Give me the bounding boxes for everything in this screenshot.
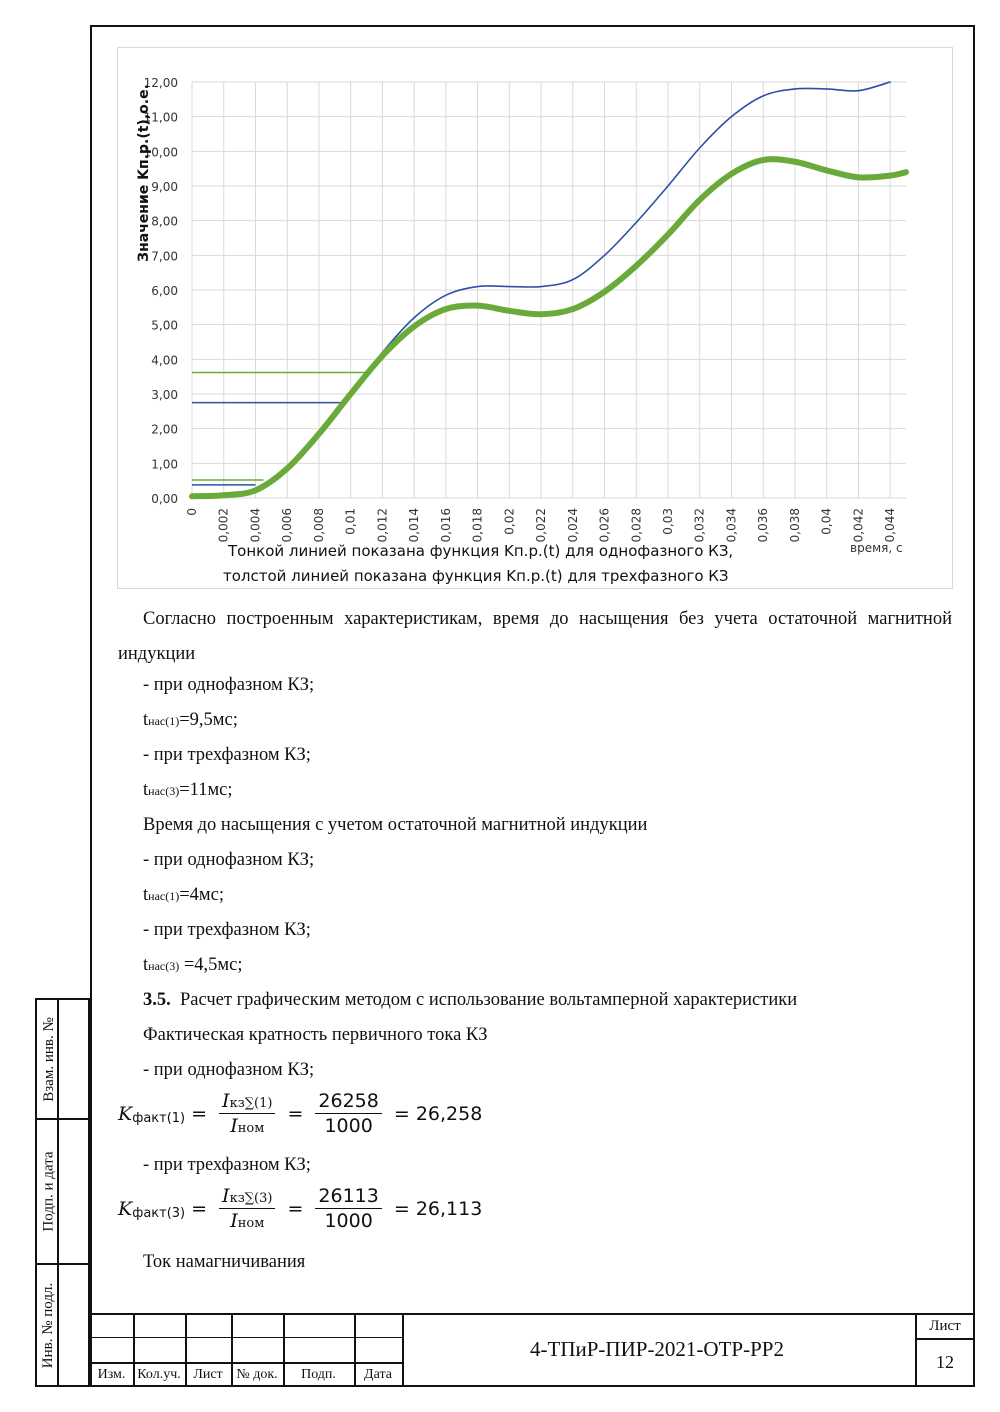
y-tick-label: 7,00 — [151, 249, 178, 264]
paragraph-1: Согласно построенным характеристикам, время до насыщения без учета остаточной магнитной индукции — [118, 609, 952, 664]
x-tick-label: 0,034 — [724, 508, 739, 543]
document-code: 4-ТПиР-ПИР-2021-ОТР-РР2 — [530, 1337, 784, 1361]
y-tick-label: 0,00 — [151, 492, 178, 506]
y-tick-label: 10,00 — [143, 145, 178, 160]
x-tick-label: 0,01 — [343, 508, 358, 535]
x-tick-label: 0,012 — [375, 508, 390, 543]
y-tick-label: 1,00 — [151, 457, 178, 472]
y-tick-label: 6,00 — [151, 284, 178, 298]
chart-xlabel-right: время, с — [850, 541, 903, 555]
x-tick-label: 0,008 — [311, 508, 326, 543]
y-tick-label: 3,00 — [151, 388, 178, 402]
chart-caption-line1: Тонкой линией показана функция Kп.р.(t) для однофазного КЗ, — [228, 542, 734, 560]
x-tick-label: 0,002 — [216, 508, 231, 543]
y-tick-label: 8,00 — [151, 214, 178, 229]
chart-ylabel: Значение Kп.р.(t),о.е. — [136, 84, 152, 262]
list-item-1: - при однофазном КЗ; — [143, 675, 315, 695]
paragraph-4: Ток намагничивания — [143, 1252, 306, 1272]
y-tick-label: 9,00 — [151, 180, 178, 194]
chart-caption-line2: толстой линией показана функция Kп.р.(t) для трехфазного КЗ — [223, 567, 729, 585]
x-tick-label: 0,018 — [470, 508, 485, 543]
side-label-vzam: Взам. инв. № — [40, 1016, 57, 1102]
side-label-podp: Подп. и дата — [40, 1151, 57, 1232]
stamp-podp: Подп. — [301, 1367, 336, 1382]
side-block-inv — [35, 1263, 90, 1387]
t-sat-1: tнас(1)=9,5мс; — [143, 710, 238, 730]
list-item-2: - при трехфазном КЗ; — [143, 745, 311, 765]
x-tick-label: 0,044 — [883, 508, 898, 543]
list-item-4: - при трехфазном КЗ; — [143, 920, 311, 940]
x-tick-label: 0,038 — [787, 508, 802, 543]
section-heading: 3.5. Расчет графическим методом с использование вольтамперной характеристики — [143, 990, 798, 1010]
x-tick-label: 0,04 — [819, 508, 834, 535]
x-tick-label: 0,004 — [248, 508, 263, 543]
x-tick-label: 0,042 — [851, 508, 866, 543]
list-item-5: - при однофазном КЗ; — [143, 1060, 315, 1080]
t-sat-3: tнас(3)=11мс; — [143, 780, 233, 800]
title-block — [90, 1313, 975, 1387]
stamp-nodok: № док. — [236, 1367, 278, 1382]
stamp-data: Дата — [364, 1367, 392, 1382]
y-tick-label: 2,00 — [151, 422, 178, 437]
x-tick-label: 0,028 — [629, 508, 644, 543]
side-block-podp — [35, 1118, 90, 1265]
x-tick-label: 0,032 — [692, 508, 707, 543]
x-tick-label: 0,026 — [597, 508, 612, 543]
series-line-three-phase — [192, 159, 906, 496]
x-tick-label: 0,006 — [280, 508, 295, 543]
x-tick-label: 0,016 — [438, 508, 453, 543]
x-tick-label: 0,022 — [534, 508, 549, 543]
side-block-vzam — [35, 998, 90, 1120]
sheet-label: Лист — [929, 1318, 961, 1334]
t-sat-3-residual: tнас(3) =4,5мс; — [143, 955, 243, 975]
sheet-number: 12 — [936, 1352, 954, 1372]
y-tick-label: 4,00 — [151, 353, 178, 368]
stamp-list: Лист — [193, 1367, 223, 1382]
x-tick-label: 0 — [185, 508, 199, 516]
x-tick-label: 0,024 — [565, 508, 580, 543]
chart-svg — [118, 48, 954, 590]
list-item-6: - при трехфазном КЗ; — [143, 1155, 311, 1175]
saturation-chart — [117, 47, 953, 589]
y-tick-label: 12,00 — [143, 76, 178, 90]
x-tick-label: 0,03 — [661, 508, 675, 535]
x-tick-label: 0,014 — [407, 508, 422, 543]
y-tick-label: 5,00 — [151, 318, 178, 333]
paragraph-2: Время до насыщения с учетом остаточной магнитной индукции — [143, 815, 648, 835]
t-sat-1-residual: tнас(1)=4мс; — [143, 885, 224, 905]
side-label-inv: Инв. № подл. — [40, 1282, 57, 1368]
formula-k-fakt-1: K факт(1) = $\frac{\text{Iкз∑(1)}}{\text{Iном}}$ = $\frac{26258}{1000}$ = 26,258 — [118, 1090, 483, 1137]
list-item-3: - при однофазном КЗ; — [143, 850, 315, 870]
y-tick-label: 11,00 — [143, 110, 178, 125]
x-tick-label: 0,036 — [756, 508, 771, 543]
stamp-izm: Изм. — [97, 1367, 126, 1382]
stamp-koluch: Кол.уч. — [137, 1367, 181, 1382]
formula-k-fakt-3: K факт(3) = $\frac{\text{Iкз∑(3)}}{\text{Iном}}$ = $\frac{26113}{1000}$ = 26,113 — [118, 1185, 483, 1232]
paragraph-3: Фактическая кратность первичного тока КЗ — [143, 1025, 488, 1045]
x-tick-label: 0,02 — [502, 508, 517, 535]
